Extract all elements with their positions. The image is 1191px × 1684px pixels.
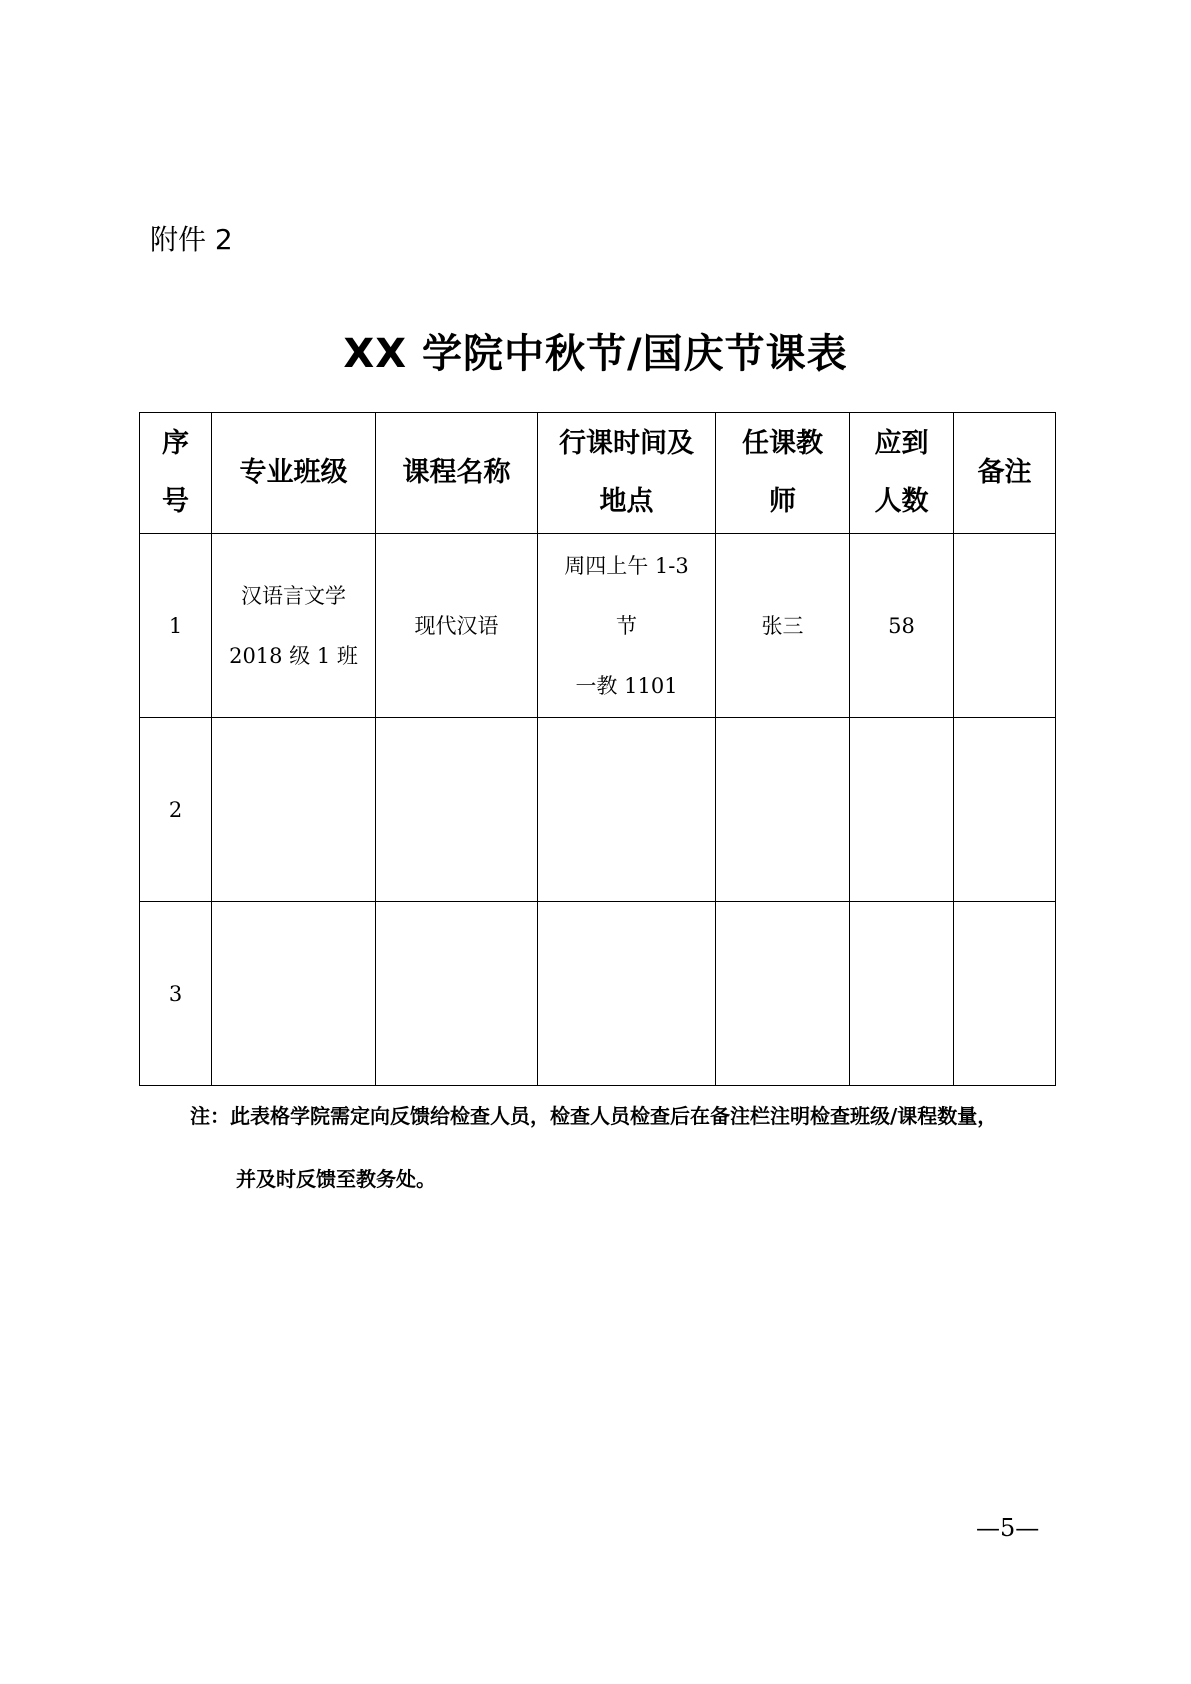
header-seq: 序 号	[140, 413, 212, 534]
header-teacher: 任课教 师	[716, 413, 850, 534]
cell-seq: 1	[140, 534, 212, 718]
cell-remarks	[954, 718, 1056, 902]
table-note-line1: 注：此表格学院需定向反馈给检查人员，检查人员检查后在备注栏注明检查班级/课程数量，	[190, 1104, 998, 1128]
header-course-name: 课程名称	[376, 413, 538, 534]
cell-time-place: 周四上午 1-3 节 一教 1101	[538, 534, 716, 718]
page-title: XX 学院中秋节/国庆节课表	[343, 331, 848, 377]
cell-remarks	[954, 534, 1056, 718]
cell-teacher	[716, 902, 850, 1086]
table-header-row	[140, 413, 1056, 534]
header-time-place: 行课时间及 地点	[538, 413, 716, 534]
cell-remarks	[954, 902, 1056, 1086]
cell-time-place	[538, 902, 716, 1086]
table-row	[140, 902, 1056, 1086]
header-remarks: 备注	[954, 413, 1056, 534]
cell-teacher	[716, 718, 850, 902]
cell-expected-count	[850, 902, 954, 1086]
cell-major-class	[212, 718, 376, 902]
table-row	[140, 718, 1056, 902]
cell-seq: 3	[140, 902, 212, 1086]
page-number: —5—	[976, 1514, 1040, 1542]
cell-time-place	[538, 718, 716, 902]
schedule-table	[139, 412, 1056, 1086]
cell-expected-count	[850, 718, 954, 902]
cell-seq: 2	[140, 718, 212, 902]
cell-major-class: 汉语言文学 2018 级 1 班	[212, 534, 376, 718]
attachment-label: 附件 2	[150, 223, 233, 256]
table-note-line2: 并及时反馈至教务处。	[236, 1167, 436, 1191]
table-row	[140, 534, 1056, 718]
header-major-class: 专业班级	[212, 413, 376, 534]
cell-course-name	[376, 718, 538, 902]
cell-expected-count: 58	[850, 534, 954, 718]
cell-major-class	[212, 902, 376, 1086]
cell-teacher: 张三	[716, 534, 850, 718]
cell-course-name	[376, 902, 538, 1086]
header-expected-count: 应到 人数	[850, 413, 954, 534]
cell-course-name: 现代汉语	[376, 534, 538, 718]
